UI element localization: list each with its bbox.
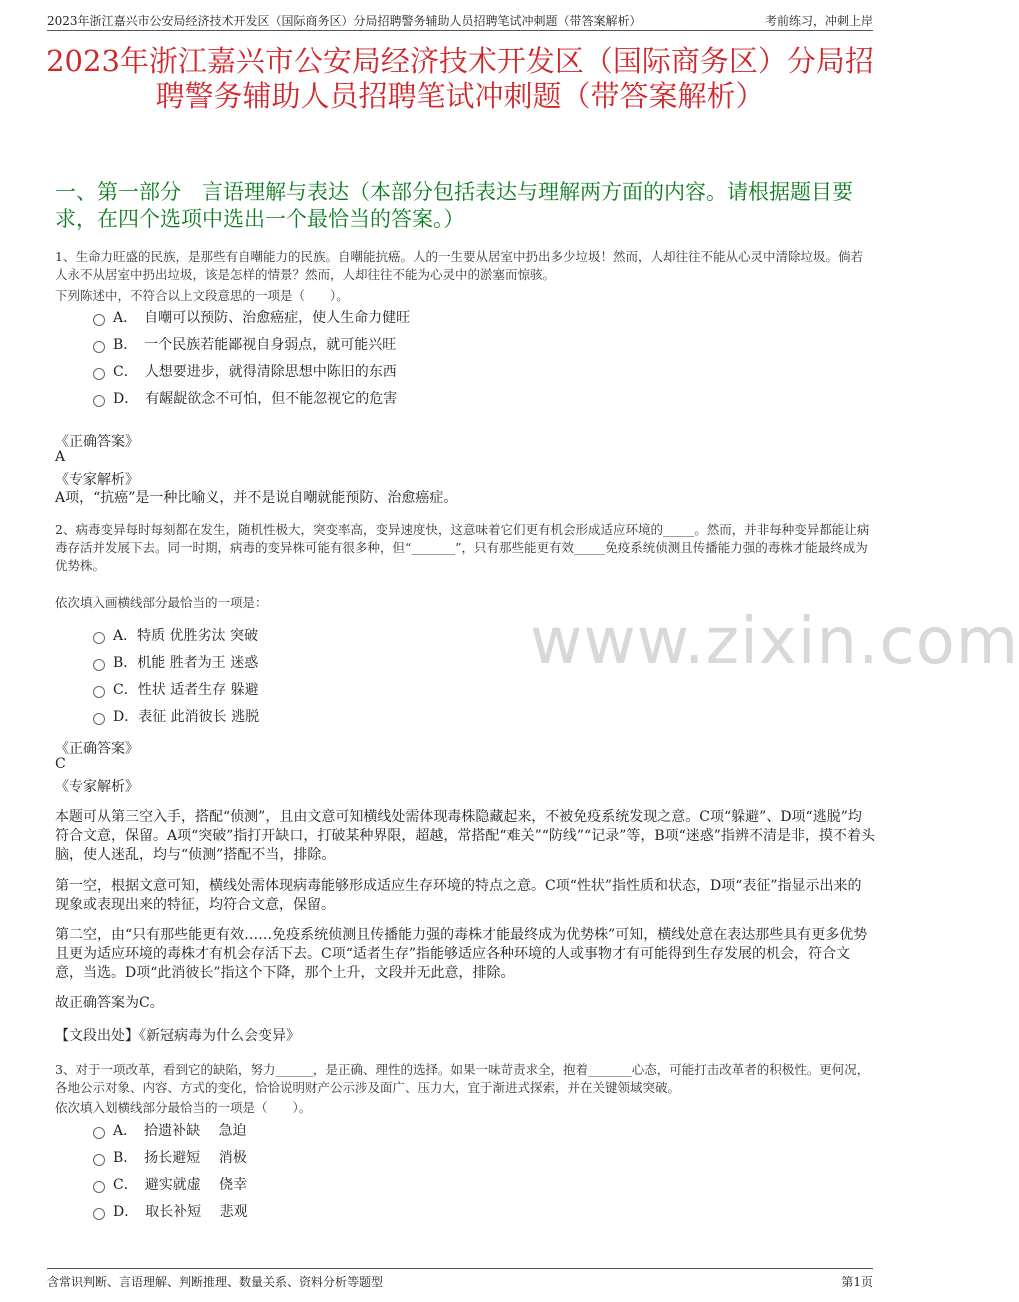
question-2-option-d[interactable] xyxy=(93,707,259,727)
question-2-option-b[interactable] xyxy=(93,653,258,673)
header-slogan: 考前练习，冲刺上岸 xyxy=(764,14,873,28)
answer-label: 《正确答案》 xyxy=(55,741,139,757)
radio-icon[interactable] xyxy=(93,341,105,353)
header-title: 2023年浙江嘉兴市公安局经济技术开发区（国际商务区）分局招聘警务辅助人员招聘笔试冲刺题（带答案解析） xyxy=(47,14,642,28)
radio-icon[interactable] xyxy=(93,659,105,671)
radio-icon[interactable] xyxy=(93,632,105,644)
radio-icon[interactable] xyxy=(93,713,105,725)
question-1-option-a[interactable] xyxy=(93,308,410,328)
page-header xyxy=(47,12,873,31)
page-footer xyxy=(47,1268,873,1290)
option-label: A． 自嘲可以预防、治愈癌症，使人生命力健旺 xyxy=(113,310,411,326)
analysis-paragraph: 第一空，根据文意可知，横线处需体现病毒能够形成适应生存环境的特点之意。C项“性状”指性质和状态，D项“表征”指显示出来的现象或表现出来的特征，均符合文意，保留。 xyxy=(55,878,862,913)
question-2-text: 2、病毒变异每时每刻都在发生，随机性极大，突变率高，变异速度快，这意味着它们更有机会形成适应环境的_____。然而，并非每种变异都能让病毒存活并发展下去。同一时期，病毒的变异株可能有很多种，但“_______”，只有那些能更有效_____免疫系统侦测且传播能力强的毒株才能最终成为优势株。 xyxy=(55,522,870,573)
option-label: A． 拾遗补缺 急迫 xyxy=(113,1123,247,1139)
analysis-paragraph: 本题可从第三空入手，搭配“侦测”，且由文意可知横线处需体现毒株隐藏起来，不被免疫系统发现之意。C项“躲避”、D项“逃脱”均符合文意，保留。A项“突破”指打开缺口，打破某种界限，超越，常搭配“难关”“防线”“记录”等，B项“迷惑”指辨不清是非，摸不着头脑，使人迷乱，均与“侦测”搭配不当，排除。 xyxy=(55,809,875,863)
option-label: D． 有龌龊欲念不可怕，但不能忽视它的危害 xyxy=(113,391,398,407)
radio-icon[interactable] xyxy=(93,395,105,407)
option-label: C．性状 适者生存 躲避 xyxy=(113,682,259,698)
document-title: 2023年浙江嘉兴市公安局经济技术开发区（国际商务区）分局招聘警务辅助人员招聘笔试冲刺题（带答案解析） xyxy=(46,44,874,113)
radio-icon[interactable] xyxy=(93,686,105,698)
analysis-text: A项，“抗癌”是一种比喻义，并不是说自嘲就能预防、治愈癌症。 xyxy=(55,490,458,506)
question-1-prompt: 下列陈述中，不符合以上文段意思的一项是（ ）。 xyxy=(55,288,349,303)
option-label: A．特质 优胜劣汰 突破 xyxy=(113,628,259,644)
option-label: D．表征 此消彼长 逃脱 xyxy=(113,709,260,725)
answer-value: A xyxy=(55,449,66,465)
section-heading: 一、第一部分 言语理解与表达（本部分包括表达与理解两方面的内容。请根据题目要求，在四个选项中选出一个最恰当的答案。） xyxy=(55,180,853,231)
page-number: 第1页 xyxy=(841,1275,873,1289)
question-3-option-b[interactable] xyxy=(93,1148,247,1168)
question-2-prompt: 依次填入画横线部分最恰当的一项是： xyxy=(55,595,268,610)
analysis-conclusion: 故正确答案为C。 xyxy=(55,995,164,1011)
answer-value: C xyxy=(55,756,66,772)
option-label: D． 取长补短 悲观 xyxy=(113,1204,248,1220)
source-citation: 【文段出处】《新冠病毒为什么会变异》 xyxy=(55,1028,300,1044)
radio-icon[interactable] xyxy=(93,314,105,326)
option-label: B． 一个民族若能鄙视自身弱点，就可能兴旺 xyxy=(113,337,397,353)
question-3-text: 3、对于一项改革，看到它的缺陷，努力______，是正确、理性的选择。如果一味苛责求全，抱着_______心态，可能打击改革者的积极性。更何况，各地公示对象、内容、方式的变化，恰恰说明财产公示涉及面广、压力大，宜于渐进式探索，并在关键领域突破。 xyxy=(55,1062,870,1095)
question-3-option-a[interactable] xyxy=(93,1121,247,1141)
watermark: www.zixin.com xyxy=(530,605,1019,679)
question-3-option-c[interactable] xyxy=(93,1175,247,1195)
question-1-option-c[interactable] xyxy=(93,362,397,382)
question-1-option-d[interactable] xyxy=(93,389,397,409)
radio-icon[interactable] xyxy=(93,1154,105,1166)
analysis-label: 《专家解析》 xyxy=(55,472,139,488)
option-label: B．机能 胜者为王 迷惑 xyxy=(113,655,259,671)
analysis-label: 《专家解析》 xyxy=(55,779,139,795)
question-3-option-d[interactable] xyxy=(93,1202,248,1222)
question-3-prompt: 依次填入划横线部分最恰当的一项是（ ）。 xyxy=(55,1100,312,1115)
radio-icon[interactable] xyxy=(93,1127,105,1139)
question-1-text: 1、生命力旺盛的民族，是那些有自嘲能力的民族。自嘲能抗癌。人的一生要从居室中扔出多少垃圾！然而，人却往往不能从心灵中清除垃圾。倘若人永不从居室中扔出垃圾，该是怎样的情景？然而，人却往往不能为心灵中的淤塞而惊骇。 xyxy=(55,249,863,282)
option-label: C． 避实就虚 侥幸 xyxy=(113,1177,248,1193)
radio-icon[interactable] xyxy=(93,1181,105,1193)
question-2-option-c[interactable] xyxy=(93,680,259,700)
option-label: C． 人想要进步，就得清除思想中陈旧的东西 xyxy=(113,364,397,380)
option-label: B． 扬长避短 消极 xyxy=(113,1150,247,1166)
radio-icon[interactable] xyxy=(93,368,105,380)
analysis-paragraph: 第二空，由“只有那些能更有效……免疫系统侦测且传播能力强的毒株才能最终成为优势株”可知，横线处意在表达那些具有更多优势且更为适应环境的毒株才有机会存活下去。C项“适者生存”指能够适应各种环境的人或事物才有可能得到生存发展的机会，符合文意，当选。D项“此消彼长”指这个下降，那个上升，文段并无此意，排除。 xyxy=(55,927,868,981)
footer-topics: 含常识判断、言语理解、判断推理、数量关系、资料分析等题型 xyxy=(47,1275,384,1289)
radio-icon[interactable] xyxy=(93,1208,105,1220)
answer-label: 《正确答案》 xyxy=(55,434,139,450)
question-2-option-a[interactable] xyxy=(93,626,258,646)
question-1-option-b[interactable] xyxy=(93,335,396,355)
